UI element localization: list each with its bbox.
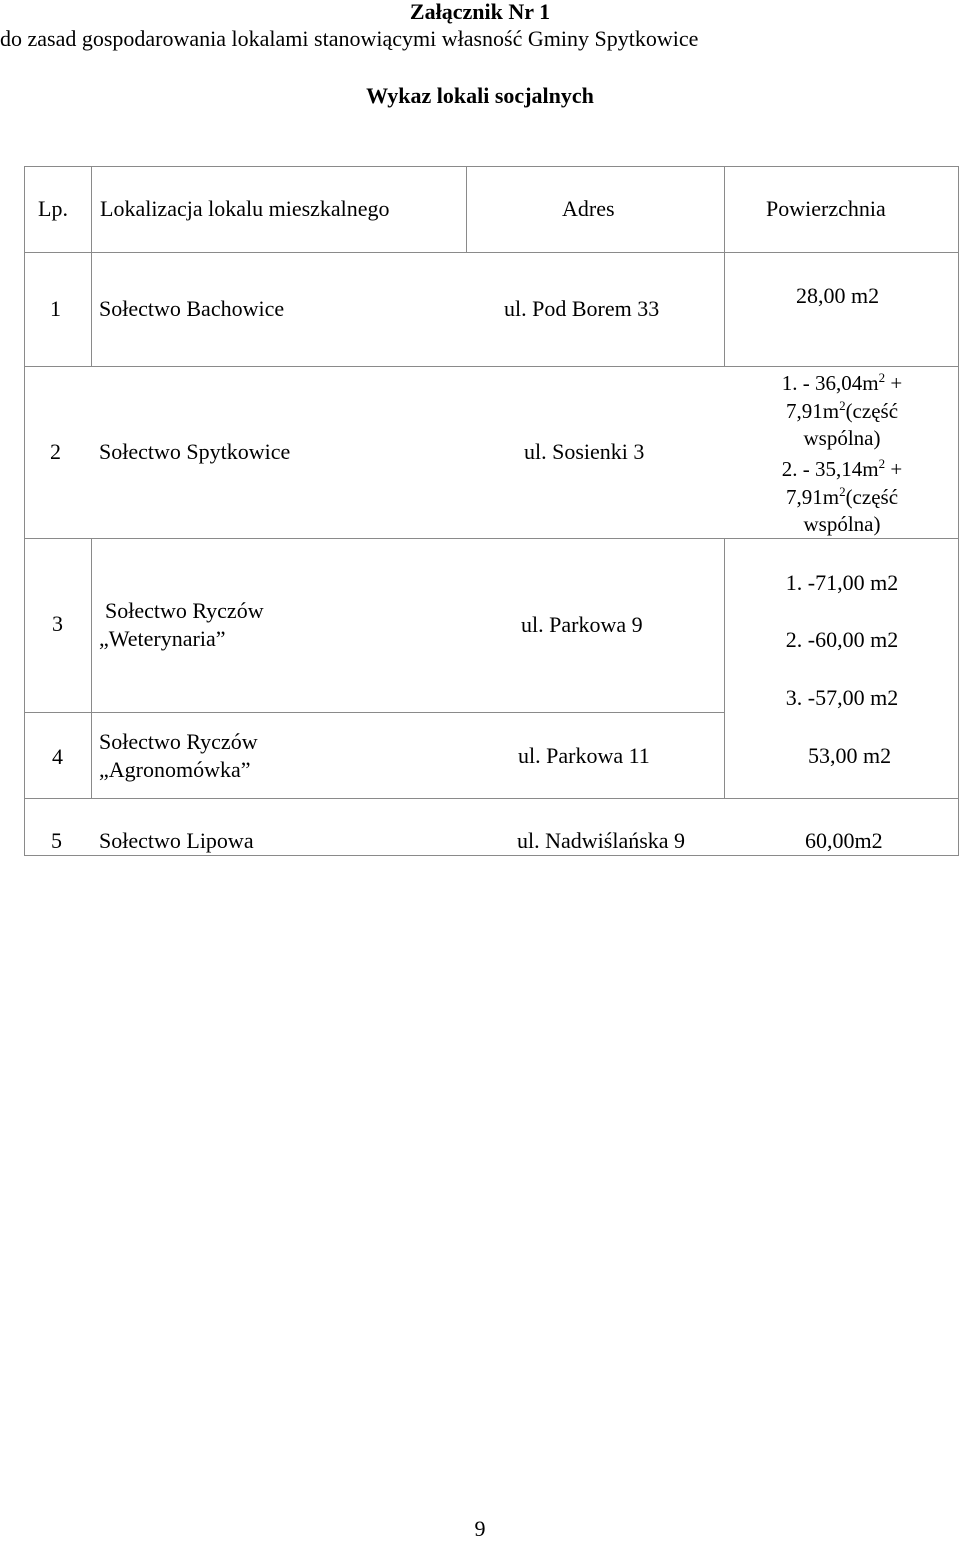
row-4-location-line-1: Sołectwo Ryczów: [99, 729, 258, 754]
table-row-divider: [24, 538, 958, 539]
table-row-divider: [24, 366, 958, 367]
row-2-area-item-2-line-1: 2. - $35,14m^2$ +: [781, 456, 903, 481]
row-2-lp: 2: [50, 439, 61, 464]
row-2-area-item-2-line-3: wspólna): [803, 512, 881, 536]
table-col-divider: [91, 166, 92, 366]
row-2-area-item-1-line-3: wspólna): [803, 426, 881, 450]
row-1-area: 28,00 m2: [796, 283, 880, 308]
table-row-divider: [24, 712, 724, 713]
table-border-top: [24, 166, 958, 167]
row-4-lp: 4: [52, 744, 63, 769]
attachment-subtitle: do zasad gospodarowania lokalami stanowiącymi własność Gminy Spytkowice: [0, 26, 699, 51]
table-col-divider: [724, 166, 725, 366]
row-3-area-item-3: 3. -57,00 m2: [785, 685, 899, 710]
attachment-title: Załącznik Nr 1: [409, 0, 551, 24]
row-5-location: Sołectwo Lipowa: [99, 828, 254, 853]
row-5-address: ul. Nadwiślańska 9: [517, 828, 686, 853]
table-col-divider: [466, 166, 467, 253]
table-border-bottom: [24, 855, 958, 856]
row-3-location-line-2: „Weterynaria”: [99, 626, 226, 651]
row-2-area-item-1-line-2: $7,91m^2(część$: [785, 398, 899, 423]
column-header-location: Lokalizacja lokalu mieszkalnego: [100, 196, 390, 221]
row-4-location-line-2: „Agronomówka”: [99, 757, 251, 782]
row-2-area-item-1-line-1: 1. - $36,04m^2$ +: [781, 370, 903, 395]
row-3-area-item-2: 2. -60,00 m2: [785, 627, 899, 652]
row-3-location-line-1: Sołectwo Ryczów: [105, 598, 264, 623]
row-1-lp: 1: [50, 296, 61, 321]
row-5-lp: 5: [51, 828, 62, 853]
table-row-divider: [24, 798, 958, 799]
table-border-left: [24, 166, 25, 856]
row-5-area: 60,00m2: [805, 828, 883, 853]
row-4-area: 53,00 m2: [808, 743, 892, 768]
row-2-area-item-2-line-2: $7,91m^2(część$: [785, 484, 899, 509]
table-col-divider: [724, 538, 725, 798]
row-3-address: ul. Parkowa 9: [521, 612, 643, 637]
row-2-location: Sołectwo Spytkowice: [99, 439, 291, 464]
table-border-right: [958, 166, 959, 856]
row-3-lp: 3: [52, 611, 63, 636]
row-3-area-item-1: 1. -71,00 m2: [785, 570, 899, 595]
table-col-divider: [91, 538, 92, 798]
list-title: Wykaz lokali socjalnych: [366, 83, 594, 108]
row-4-address: ul. Parkowa 11: [518, 743, 650, 768]
column-header-lp: Lp.: [38, 196, 68, 221]
page-number: 9: [474, 1516, 486, 1541]
column-header-area: Powierzchnia: [766, 196, 886, 221]
row-2-address: ul. Sosienki 3: [524, 439, 645, 464]
row-1-address: ul. Pod Borem 33: [504, 296, 660, 321]
column-header-address: Adres: [562, 196, 615, 221]
table-row-divider: [24, 252, 958, 253]
row-1-location: Sołectwo Bachowice: [99, 296, 285, 321]
